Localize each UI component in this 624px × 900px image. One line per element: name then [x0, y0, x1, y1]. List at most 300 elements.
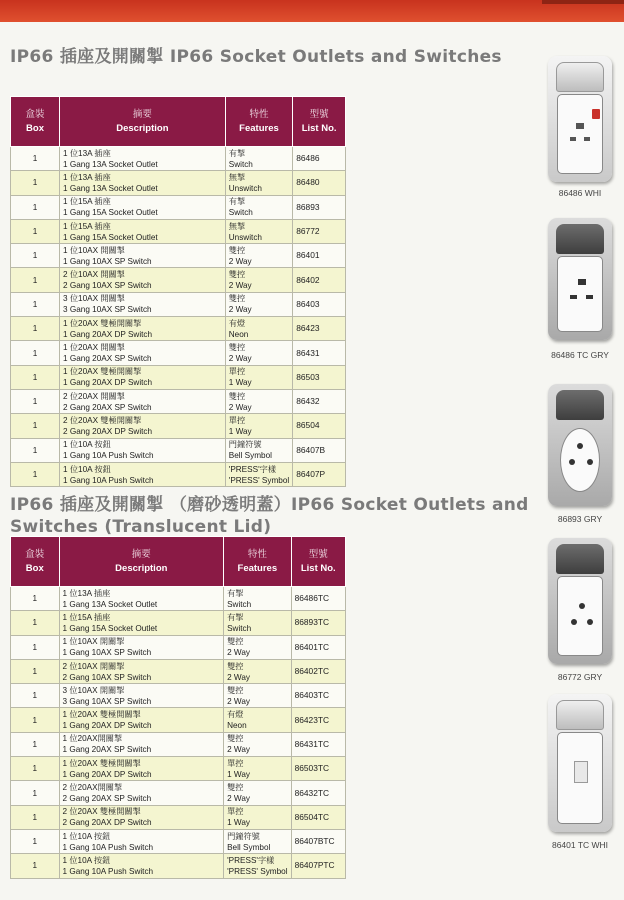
feature-en: Switch	[227, 599, 252, 609]
description-zh: 1 位13A 插座	[63, 148, 111, 158]
description-zh: 1 位15A 插座	[62, 612, 111, 622]
cell-description	[60, 389, 226, 413]
description-en: 1 Gang 13A Socket Outlet	[62, 599, 158, 609]
cell-list-no	[293, 414, 346, 438]
table-row	[11, 587, 346, 611]
box-quantity: 1	[32, 691, 38, 701]
feature-zh: 雙控	[227, 685, 244, 695]
cell-box	[11, 219, 60, 243]
list-number: 86407PTC	[294, 860, 335, 871]
header-feat-en: Features	[237, 562, 278, 574]
cell-description	[59, 781, 224, 805]
feature-zh: 單控	[227, 807, 244, 817]
table-row	[11, 147, 346, 171]
feature-en: 2 Way	[227, 672, 250, 682]
cell-box	[11, 147, 60, 171]
table-row	[11, 757, 346, 781]
table-row	[11, 365, 346, 389]
cell-box	[11, 438, 60, 462]
description-en: 1 Gang 20AX DP Switch	[63, 378, 153, 388]
description-zh: 3 位10AX 開關掣	[63, 294, 125, 304]
cell-features	[224, 781, 291, 805]
translucent-lid-table	[10, 536, 346, 879]
list-number: 86503TC	[294, 763, 330, 774]
cell-description	[60, 365, 226, 389]
cell-description	[59, 708, 224, 732]
header-feat-en: Features	[239, 122, 279, 134]
cell-list-no	[293, 244, 346, 268]
header-desc-zh: 摘要	[132, 108, 152, 120]
table-row	[11, 171, 346, 195]
list-number: 86893	[296, 201, 320, 212]
table-row	[11, 268, 346, 292]
header-features	[225, 97, 292, 147]
feature-zh: 單控	[228, 415, 246, 425]
box-quantity: 1	[32, 227, 38, 237]
description-zh: 1 位20AX 雙極開關掣	[62, 758, 141, 768]
header-list-no	[293, 97, 346, 147]
feature-zh: 'PRESS'字樣	[227, 855, 275, 865]
list-number: 86407B	[296, 444, 326, 455]
cell-description	[60, 268, 226, 292]
product-lid	[556, 62, 604, 92]
header-code-zh: 型號	[308, 548, 328, 560]
description-en: 2 Gang 10AX SP Switch	[62, 672, 152, 682]
product-image-socket-grey-tc	[548, 218, 612, 340]
box-quantity: 1	[32, 202, 38, 212]
box-quantity: 1	[32, 618, 38, 628]
cell-features	[225, 341, 292, 365]
feature-zh: 雙控	[228, 245, 246, 255]
description-en: 2 Gang 20AX DP Switch	[63, 426, 153, 436]
description-zh: 3 位10AX 開關掣	[62, 685, 125, 695]
feature-zh: 有燈	[228, 318, 246, 328]
cell-features	[224, 587, 291, 611]
top-band-accent	[542, 0, 624, 4]
list-number: 86407P	[296, 469, 326, 479]
section-title-socket-outlets: IP66 插座及開關掣 IP66 Socket Outlets and Switches	[10, 47, 502, 67]
table-row	[11, 732, 346, 756]
cell-box	[11, 732, 60, 756]
cell-list-no	[291, 587, 345, 611]
description-en: 1 Gang 20AX DP Switch	[63, 329, 153, 339]
product-image-socket-white	[548, 56, 612, 182]
cell-list-no	[291, 854, 345, 878]
description-en: 1 Gang 10AX SP Switch	[63, 256, 152, 266]
description-zh: 1 位20AX 雙極開關掣	[63, 367, 142, 377]
feature-en: 2 Way	[227, 794, 250, 804]
description-zh: 1 位20AX 開關掣	[63, 343, 125, 353]
cell-box	[11, 708, 60, 732]
cell-features	[225, 365, 292, 389]
cell-features	[225, 462, 292, 486]
list-number: 86401	[296, 250, 320, 261]
cell-features	[225, 268, 292, 292]
description-zh: 2 位20AX開關掣	[62, 783, 123, 793]
list-number: 86402	[296, 274, 320, 285]
list-number: 86504TC	[294, 811, 330, 822]
cell-features	[225, 414, 292, 438]
cell-description	[60, 244, 226, 268]
table-header-row	[11, 537, 346, 587]
list-number: 86893TC	[294, 617, 330, 628]
feature-zh: 雙控	[227, 783, 244, 793]
header-desc-en: Description	[115, 562, 168, 574]
product-label: 86486 WHI	[558, 188, 602, 198]
cell-box	[11, 781, 60, 805]
feature-zh: 雙控	[228, 294, 246, 304]
table-row	[11, 611, 346, 635]
product-faceplate	[560, 428, 600, 492]
table-row	[11, 244, 346, 268]
list-number: 86423	[296, 323, 320, 334]
feature-en: 1 Way	[228, 378, 252, 388]
product-lid	[556, 390, 604, 420]
feature-zh: 單控	[227, 758, 244, 768]
cell-box	[11, 171, 60, 195]
product-image-switch-white-tc	[548, 694, 612, 832]
feature-zh: 有掣	[227, 612, 244, 622]
description-en: 1 Gang 10A Push Switch	[62, 866, 154, 876]
product-faceplate	[557, 256, 603, 332]
description-en: 1 Gang 15A Socket Outlet	[62, 623, 158, 633]
feature-en: 2 Way	[228, 402, 252, 412]
feature-zh: 有掣	[228, 148, 246, 158]
list-number: 86431TC	[294, 738, 330, 749]
description-en: 1 Gang 15A Socket Outlet	[63, 232, 158, 242]
product-label: 86772 GRY	[557, 672, 603, 682]
description-en: 2 Gang 20AX DP Switch	[62, 818, 152, 828]
product-faceplate	[557, 94, 603, 174]
cell-box	[11, 659, 60, 683]
cell-list-no	[291, 684, 345, 708]
description-en: 1 Gang 13A Socket Outlet	[63, 159, 158, 169]
cell-list-no	[293, 389, 346, 413]
box-quantity: 1	[32, 812, 38, 822]
feature-en: Bell Symbol	[227, 842, 271, 852]
cell-list-no	[293, 171, 346, 195]
cell-box	[11, 635, 60, 659]
cell-box	[11, 414, 60, 438]
description-zh: 1 位15A 插座	[63, 197, 111, 207]
feature-en: 2 Way	[228, 354, 252, 364]
description-zh: 1 位20AX 雙極開關掣	[62, 710, 141, 720]
cell-features	[224, 635, 291, 659]
feature-en: Neon	[227, 721, 247, 731]
header-box-zh: 盒裝	[25, 108, 45, 120]
cell-list-no	[291, 708, 345, 732]
cell-description	[60, 195, 226, 219]
feature-zh: 門鐘符號	[227, 831, 260, 841]
feature-zh: 單控	[228, 367, 246, 377]
cell-list-no	[291, 732, 345, 756]
cell-list-no	[293, 219, 346, 243]
description-en: 1 Gang 20AX DP Switch	[62, 721, 152, 731]
table-row	[11, 341, 346, 365]
box-quantity: 1	[32, 348, 38, 358]
cell-box	[11, 292, 60, 316]
list-number: 86503	[296, 371, 320, 382]
cell-features	[225, 195, 292, 219]
header-description	[59, 537, 224, 587]
table-row	[11, 708, 346, 732]
table-row	[11, 414, 346, 438]
header-code-en: List No.	[300, 562, 336, 574]
description-zh: 2 位10AX 開關掣	[63, 270, 125, 280]
cell-features	[225, 389, 292, 413]
feature-zh: 雙控	[227, 637, 244, 647]
feature-zh: 門鐘符號	[228, 440, 262, 450]
product-lid	[556, 700, 604, 730]
table-row	[11, 317, 346, 341]
cell-features	[224, 659, 291, 683]
feature-en: 2 Way	[228, 256, 252, 266]
cell-list-no	[293, 365, 346, 389]
table-row	[11, 438, 346, 462]
box-quantity: 1	[32, 178, 38, 188]
description-zh: 1 位15A 插座	[63, 221, 111, 231]
header-desc-zh: 摘要	[131, 548, 151, 560]
header-description	[60, 97, 226, 147]
list-number: 86402TC	[294, 666, 330, 677]
list-number: 86407BTC	[294, 836, 335, 847]
box-quantity: 1	[32, 251, 38, 261]
cell-description	[59, 732, 224, 756]
box-quantity: 1	[32, 642, 38, 652]
header-box-zh: 盒裝	[25, 548, 45, 560]
product-image-socket-grey-unswitched	[548, 538, 612, 664]
description-zh: 2 位10AX 開關掣	[62, 661, 125, 671]
cell-list-no	[291, 829, 345, 853]
cell-box	[11, 389, 60, 413]
description-zh: 2 位20AX 雙極開關掣	[62, 807, 141, 817]
cell-description	[59, 854, 224, 878]
cell-box	[11, 341, 60, 365]
feature-en: 2 Way	[227, 745, 250, 755]
cell-list-no	[291, 611, 345, 635]
table-row	[11, 805, 346, 829]
description-zh: 1 位10A 按鈕	[62, 831, 111, 841]
description-zh: 1 位13A 插座	[63, 172, 111, 182]
description-en: 2 Gang 10AX SP Switch	[63, 281, 152, 291]
description-en: 1 Gang 10A Push Switch	[62, 842, 154, 852]
header-box	[11, 537, 60, 587]
description-en: 1 Gang 15A Socket Outlet	[63, 208, 158, 218]
cell-list-no	[291, 781, 345, 805]
cell-list-no	[293, 341, 346, 365]
cell-box	[11, 587, 60, 611]
table-row	[11, 781, 346, 805]
list-number: 86401TC	[294, 641, 330, 652]
cell-description	[60, 147, 226, 171]
box-quantity: 1	[32, 837, 38, 847]
box-quantity: 1	[32, 788, 38, 798]
table-row	[11, 389, 346, 413]
header-desc-en: Description	[116, 122, 169, 134]
list-number: 86432TC	[294, 787, 330, 798]
box-quantity: 1	[32, 764, 38, 774]
feature-zh: 'PRESS'字樣	[228, 464, 277, 474]
table-row	[11, 195, 346, 219]
cell-box	[11, 244, 60, 268]
list-number: 86480	[296, 177, 320, 188]
header-code-en: List No.	[301, 122, 337, 134]
box-quantity: 1	[32, 275, 38, 285]
cell-box	[11, 195, 60, 219]
cell-features	[225, 292, 292, 316]
cell-box	[11, 317, 60, 341]
box-quantity: 1	[32, 299, 38, 309]
product-faceplate	[557, 576, 603, 656]
feature-en: Unswitch	[228, 183, 262, 193]
top-color-band	[0, 0, 624, 22]
cell-list-no	[291, 659, 345, 683]
cell-description	[59, 659, 224, 683]
cell-box	[11, 684, 60, 708]
cell-features	[224, 757, 291, 781]
cell-list-no	[293, 147, 346, 171]
list-number: 86486	[296, 153, 320, 164]
cell-description	[59, 805, 224, 829]
list-number: 86486TC	[294, 593, 330, 604]
cell-features	[225, 438, 292, 462]
box-quantity: 1	[32, 715, 38, 725]
cell-list-no	[293, 438, 346, 462]
description-zh: 1 位10A 按鈕	[63, 464, 111, 474]
description-en: 3 Gang 10AX SP Switch	[62, 696, 152, 706]
description-zh: 1 位10AX 開關掣	[63, 245, 125, 255]
product-label: 86401 TC WHI	[551, 840, 609, 850]
feature-en: 2 Way	[228, 305, 252, 315]
cell-list-no	[291, 805, 345, 829]
feature-zh: 雙控	[228, 270, 246, 280]
cell-box	[11, 854, 60, 878]
cell-box	[11, 462, 60, 486]
description-en: 1 Gang 20AX SP Switch	[62, 745, 152, 755]
list-number: 86432	[296, 396, 320, 407]
section-title-translucent-lid: IP66 插座及開關掣 （磨砂透明蓋）IP66 Socket Outlets and Switches (Translucent Lid)	[10, 495, 529, 537]
table-row	[11, 659, 346, 683]
cell-features	[225, 147, 292, 171]
box-quantity: 1	[32, 421, 38, 431]
product-lid	[556, 544, 604, 574]
header-code-zh: 型號	[309, 108, 329, 120]
cell-box	[11, 365, 60, 389]
feature-en: Bell Symbol	[228, 451, 272, 461]
cell-list-no	[293, 462, 346, 486]
cell-list-no	[293, 317, 346, 341]
cell-list-no	[293, 292, 346, 316]
box-quantity: 1	[32, 739, 38, 749]
header-box-en: Box	[26, 122, 44, 134]
table-row	[11, 635, 346, 659]
description-zh: 1 位10AX 開關掣	[62, 637, 125, 647]
product-label: 86893 GRY	[557, 514, 603, 524]
table-row	[11, 829, 346, 853]
cell-box	[11, 829, 60, 853]
cell-description	[59, 587, 224, 611]
cell-description	[60, 219, 226, 243]
cell-description	[59, 684, 224, 708]
cell-description	[60, 171, 226, 195]
cell-features	[224, 611, 291, 635]
list-number: 86403TC	[294, 690, 330, 701]
cell-list-no	[291, 757, 345, 781]
box-quantity: 1	[32, 324, 38, 334]
feature-en: 'PRESS' Symbol	[227, 866, 288, 876]
feature-en: 1 Way	[227, 818, 250, 828]
product-label: 86486 TC GRY	[551, 350, 609, 360]
description-en: 2 Gang 20AX SP Switch	[63, 402, 152, 412]
cell-features	[224, 829, 291, 853]
list-number: 86772	[296, 226, 320, 237]
feature-en: 2 Way	[228, 281, 252, 291]
description-en: 2 Gang 20AX SP Switch	[62, 794, 152, 804]
cell-features	[224, 684, 291, 708]
cell-description	[60, 341, 226, 365]
cell-description	[60, 292, 226, 316]
description-zh: 1 位10A 按鈕	[63, 440, 111, 450]
list-number: 86504	[296, 420, 320, 431]
feature-en: Neon	[228, 329, 249, 339]
header-feat-zh: 特性	[247, 548, 267, 560]
header-box	[11, 97, 60, 147]
feature-zh: 無掣	[228, 221, 246, 231]
box-quantity: 1	[32, 154, 38, 164]
table-row	[11, 854, 346, 878]
description-en: 1 Gang 10A Push Switch	[63, 475, 154, 485]
cell-description	[59, 757, 224, 781]
feature-zh: 雙控	[228, 391, 246, 401]
feature-zh: 雙控	[227, 661, 244, 671]
box-quantity: 1	[32, 445, 38, 455]
table-row	[11, 462, 346, 486]
socket-outlet-table	[10, 96, 346, 487]
cell-description	[60, 438, 226, 462]
product-faceplate	[557, 732, 603, 824]
feature-en: Switch	[228, 159, 253, 169]
cell-features	[225, 171, 292, 195]
header-feat-zh: 特性	[249, 108, 269, 120]
cell-box	[11, 805, 60, 829]
cell-features	[225, 317, 292, 341]
cell-description	[60, 462, 226, 486]
cell-description	[59, 829, 224, 853]
box-quantity: 1	[32, 470, 38, 479]
cell-features	[224, 708, 291, 732]
cell-features	[225, 219, 292, 243]
box-quantity: 1	[32, 397, 38, 407]
cell-box	[11, 268, 60, 292]
feature-en: 1 Way	[228, 426, 252, 436]
description-en: 3 Gang 10AX SP Switch	[63, 305, 152, 315]
table-row	[11, 219, 346, 243]
table-row	[11, 684, 346, 708]
cell-description	[60, 317, 226, 341]
feature-en: 1 Way	[227, 769, 250, 779]
cell-features	[225, 244, 292, 268]
cell-list-no	[293, 195, 346, 219]
feature-zh: 雙控	[227, 734, 244, 744]
feature-en: 2 Way	[227, 648, 250, 658]
box-quantity: 1	[32, 861, 38, 871]
feature-en: 'PRESS' Symbol	[228, 475, 290, 485]
cell-features	[224, 854, 291, 878]
header-features	[224, 537, 291, 587]
description-zh: 1 位20AX 雙極開關掣	[63, 318, 142, 328]
list-number: 86403	[296, 298, 320, 309]
box-quantity: 1	[32, 667, 38, 677]
